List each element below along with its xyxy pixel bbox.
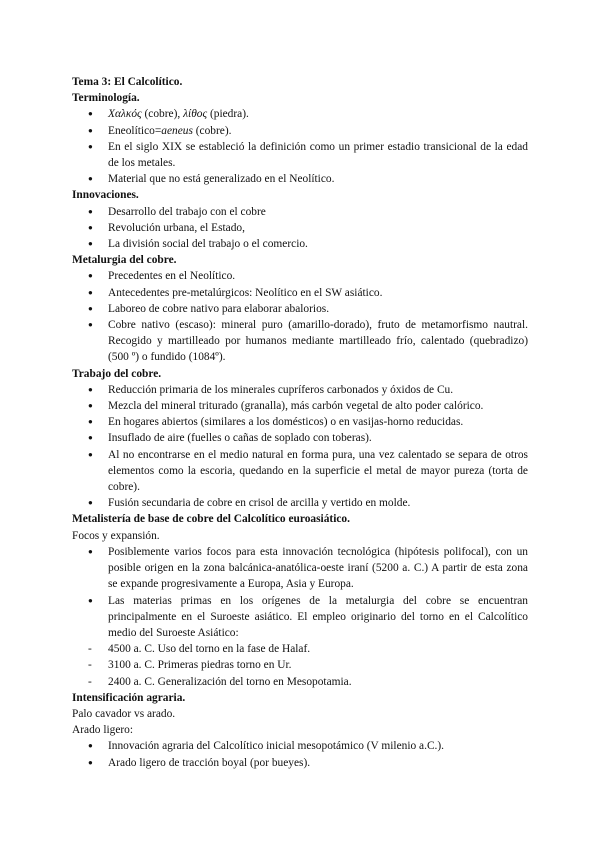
heading-metalurgia: Metalurgia del cobre. xyxy=(72,254,177,267)
list-item: ● Revolución urbana, el Estado, xyxy=(72,220,528,236)
list-item: ● Desarrollo del trabajo con el cobre xyxy=(72,204,528,220)
list-innovaciones xyxy=(72,204,528,253)
text: (cobre). xyxy=(192,124,232,137)
heading-intensificacion: Intensificación agraria. xyxy=(72,691,186,704)
list-item xyxy=(72,123,528,139)
list-item: ● Precedentes en el Neolítico. xyxy=(72,268,528,284)
list-trabajo xyxy=(72,382,528,512)
paragraph-palo: Palo cavador vs arado. xyxy=(72,707,176,720)
greek-term: Χαλκός xyxy=(108,108,142,121)
heading-innovaciones: Innovaciones. xyxy=(72,189,139,202)
list-item: ● Mezcla del mineral triturado (granalla), más carbón vegetal de alto poder calórico. xyxy=(72,398,528,414)
heading-terminologia: Terminología. xyxy=(72,92,140,105)
heading-metalisteria: Metalistería de base de cobre del Calcolítico euroasiático. xyxy=(72,513,350,526)
list-item: ● Antecedentes pre-metalúrgicos: Neolítico en el SW asiático. xyxy=(72,285,528,301)
greek-term: λίθος xyxy=(183,108,208,121)
list-item: ● Reducción primaria de los minerales cupríferos carbonados y óxidos de Cu. xyxy=(72,382,528,398)
list-item: ● Al no encontrarse en el medio natural en forma pura, una vez calentado se separa de otros elementos como la escoria, quedando en la superficie el metal de mayor pureza (torta de cobre). xyxy=(72,447,528,496)
list-intensificacion xyxy=(72,738,528,770)
list-item: ● Insuflado de aire (fuelles o cañas de soplado con toberas). xyxy=(72,430,528,446)
document-page xyxy=(72,74,528,771)
list-item: ● Laboreo de cobre nativo para elaborar abalorios. xyxy=(72,301,528,317)
latin-term: aeneus xyxy=(161,124,193,137)
list-item: ● En hogares abiertos (similares a los domésticos) o en vasijas-horno reducidas. xyxy=(72,414,528,430)
list-item: ● En el siglo XIX se estableció la definición como un primer estadio transicional de la edad de los metales. xyxy=(72,139,528,171)
dash-list-torno xyxy=(72,641,528,690)
paragraph-arado: Arado ligero: xyxy=(72,724,134,737)
list-metalisteria xyxy=(72,544,528,641)
heading-trabajo: Trabajo del cobre. xyxy=(72,367,162,380)
page-title: Tema 3: El Calcolítico. xyxy=(72,76,183,88)
list-item: ● Posiblemente varios focos para esta innovación tecnológica (hipótesis polifocal), con un posible origen en la zona balcánica-anatólica-oeste iraní (5200 a. C.) A partir de esta zona se expande progresivamente a Europa, Asia y Europa. xyxy=(72,544,528,593)
list-item: ● Fusión secundaria de cobre en crisol de arcilla y vertido en molde. xyxy=(72,495,528,511)
list-item: ● Material que no está generalizado en el Neolítico. xyxy=(72,171,528,187)
list-item: ● Cobre nativo (escaso): mineral puro (amarillo-dorado), fruto de metamorfismo nautral. Recogido y martilleado por humanos mediante martilleado frío, calentado (quebradizo) (500 º) o fundido (1084º). xyxy=(72,317,528,366)
dash-item: - 2400 a. C. Generalización del torno en Mesopotamia. xyxy=(72,674,528,690)
list-terminologia xyxy=(72,106,528,187)
paragraph-focos: Focos y expansión. xyxy=(72,529,160,542)
text: (cobre), xyxy=(141,108,184,121)
text: Eneolítico= xyxy=(108,124,162,137)
list-item: ● La división social del trabajo o el comercio. xyxy=(72,236,528,252)
text: (piedra). xyxy=(207,108,249,121)
list-metalurgia xyxy=(72,268,528,365)
list-item: ● Innovación agraria del Calcolítico inicial mesopotámico (V milenio a.C.). xyxy=(72,738,528,754)
list-item: ● Arado ligero de tracción boyal (por bueyes). xyxy=(72,755,528,771)
dash-item: - 3100 a. C. Primeras piedras torno en Ur. xyxy=(72,657,528,673)
list-item: ● Las materias primas en los orígenes de la metalurgia del cobre se encuentran principalmente en el Suroeste asiático. El empleo originario del torno en el Calcolítico medio del Suroeste Asiático: xyxy=(72,593,528,642)
dash-item: - 4500 a. C. Uso del torno en la fase de Halaf. xyxy=(72,641,528,657)
list-item xyxy=(72,106,528,122)
